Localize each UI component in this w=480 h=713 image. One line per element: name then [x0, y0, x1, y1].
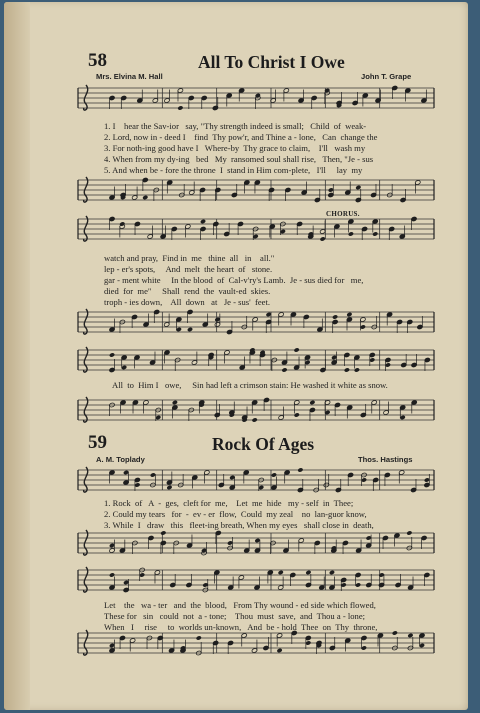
chorus-label: CHORUS.: [326, 210, 360, 218]
treble-staff: [78, 219, 434, 245]
chorus-lyric-line: All to Him I owe, Sin had left a crimson stain: He washed it white as snow.: [112, 380, 388, 390]
bass-staff: [78, 633, 434, 659]
lyric-line: 3. While I draw this fleet-ing breath, When my eyes shall close in death,: [104, 520, 374, 530]
lyric-line: 4. When from my dy-ing bed My ransomed soul shall rise, Then, "Je - sus: [104, 154, 374, 164]
bass-staff: [78, 312, 434, 338]
lyric-line: died for me" Shall rend the vault-ed skies.: [104, 286, 271, 296]
bass-staff: [78, 400, 434, 426]
treble-staff: [78, 470, 434, 496]
lyric-line: Let the wa - ter and the blood, From Thy wound - ed side which flowed,: [104, 600, 376, 610]
treble-staff: [78, 88, 434, 114]
lyric-line: 5. And when be - fore the throne I stand in Him com-plete, I'll lay my: [104, 165, 363, 175]
words-credit-59: A. M. Toplady: [96, 455, 145, 464]
lyric-line: 1. I hear the Sav-ior say, "Thy strength indeed is small; Child of weak-: [104, 121, 367, 131]
lyric-line: watch and pray, Find in me thine all in all.": [104, 253, 275, 263]
bass-staff: [78, 180, 434, 206]
lyric-line: These for sin could not a - tone; Thou must save, and Thou a - lone;: [104, 611, 366, 621]
lyric-line: 3. For noth-ing good have I Where-by Thy grace to claim, I'll wash my: [104, 143, 366, 153]
lyric-line: When I rise to worlds un-known, And be - hold Thee on Thy throne,: [104, 622, 378, 632]
hymn-number-58: 58: [88, 50, 107, 71]
hymn-title-59: Rock Of Ages: [212, 434, 315, 454]
lyric-line: troph - ies down, All down at Je - sus' feet.: [104, 297, 271, 307]
lyric-line: 1. Rock of A - ges, cleft for me, Let me hide my - self in Thee;: [104, 498, 354, 508]
page-spine-shadow: [4, 2, 30, 710]
hymn-number-59: 59: [88, 432, 107, 453]
treble-staff: [78, 350, 434, 376]
lyric-line: 2. Could my tears for - ev - er flow, Could my zeal no lan-guor know,: [104, 509, 367, 519]
bass-staff: [78, 533, 434, 559]
lyric-line: gar - ment white In the blood of Cal-v'ry's Lamb. Je - sus died for me,: [104, 275, 364, 285]
lyric-line: 2. Lord, now in - deed I find Thy pow'r, and Thine a - lone, Can change the: [104, 132, 378, 142]
music-credit-59: Thos. Hastings: [358, 455, 413, 464]
words-credit-58: Mrs. Elvina M. Hall: [96, 72, 163, 81]
hymn-title-58: All To Christ I Owe: [198, 52, 345, 72]
music-credit-58: John T. Grape: [361, 72, 412, 81]
lyric-line: lep - er's spots, And melt the heart of stone.: [104, 264, 273, 274]
treble-staff: [78, 570, 434, 596]
